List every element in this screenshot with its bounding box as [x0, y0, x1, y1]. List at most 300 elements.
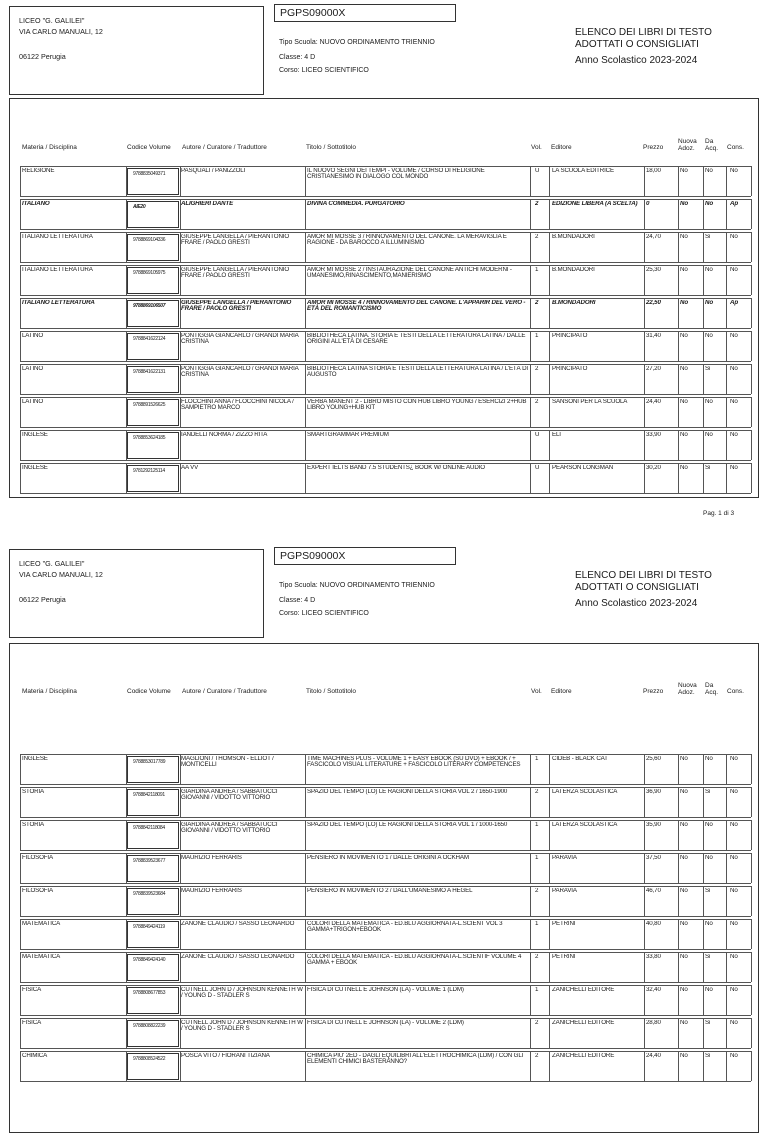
cell-nuova: No — [680, 987, 688, 993]
cell-nuova: No — [680, 267, 688, 273]
column-divider — [305, 430, 306, 460]
column-divider — [530, 1051, 531, 1081]
row-divider — [20, 754, 751, 755]
row-divider — [20, 820, 751, 821]
row-divider — [20, 493, 751, 494]
school-address: VIA CARLO MANUALI, 12 — [19, 570, 103, 579]
cell-prezzo: 46,70 — [646, 888, 661, 894]
column-divider — [751, 199, 752, 229]
column-divider — [703, 463, 704, 493]
column-divider — [678, 919, 679, 949]
column-divider — [726, 166, 727, 196]
column-divider — [549, 199, 550, 229]
column-divider — [703, 820, 704, 850]
cell-cons: No — [730, 267, 738, 273]
cell-editore: ZANICHELLI EDITORE — [552, 1020, 615, 1026]
row-divider — [20, 787, 751, 788]
cell-cons: No — [730, 888, 738, 894]
cell-editore: LATERZA SCOLASTICA — [552, 822, 618, 828]
school-city: 06122 Perugia — [19, 52, 66, 61]
row-divider — [20, 394, 751, 395]
column-divider — [549, 787, 550, 817]
cell-vol: 2 — [535, 234, 539, 240]
cell-acq: No — [705, 300, 713, 306]
cell-autore: ALIGHIERI DANTE — [181, 201, 234, 207]
column-divider — [726, 919, 727, 949]
cell-cons: No — [730, 1053, 738, 1059]
cell-vol: 1 — [535, 267, 539, 273]
cell-vol: 1 — [535, 987, 539, 993]
school-box — [9, 549, 264, 638]
cell-acq: No — [705, 822, 713, 828]
cell-codice: 9788853624185 — [127, 432, 179, 459]
cell-cons: No — [730, 168, 738, 174]
cell-acq: No — [705, 399, 713, 405]
cell-materia: CHIMICA — [22, 1053, 48, 1059]
column-divider — [644, 166, 645, 196]
column-divider — [644, 331, 645, 361]
cell-materia: STORIA — [22, 822, 45, 828]
column-divider — [305, 1018, 306, 1048]
cell-vol: 2 — [535, 1053, 539, 1059]
cell-codice: 9788808677853 — [127, 987, 179, 1014]
column-divider — [305, 265, 306, 295]
column-divider — [703, 787, 704, 817]
column-divider — [530, 754, 531, 784]
cell-codice: 9788842118084 — [127, 822, 179, 849]
cell-codice: 9788841622124 — [127, 333, 179, 360]
row-divider — [20, 853, 751, 854]
cell-cons: No — [730, 465, 738, 471]
column-divider — [726, 787, 727, 817]
column-divider — [20, 853, 21, 883]
column-divider — [678, 1051, 679, 1081]
cell-codice: 9788853017789 — [127, 756, 179, 783]
cell-editore: B.MONDADORI — [552, 267, 595, 273]
row-divider — [20, 166, 751, 167]
cell-nuova: No — [680, 1053, 688, 1059]
cell-vol: 2 — [535, 399, 539, 405]
column-divider — [751, 952, 752, 982]
column-divider — [305, 232, 306, 262]
row-divider — [20, 985, 751, 986]
column-divider — [751, 853, 752, 883]
cell-cons: No — [730, 789, 738, 795]
column-divider — [549, 265, 550, 295]
cell-vol: 1 — [535, 855, 539, 861]
cell-codice: 9788808822239 — [127, 1020, 179, 1047]
cell-nuova: No — [680, 465, 688, 471]
column-divider — [305, 754, 306, 784]
cell-nuova: No — [680, 756, 688, 762]
cell-acq: No — [705, 432, 713, 438]
cell-materia: INGLESE — [22, 465, 48, 471]
cell-editore: ZANICHELLI EDITORE — [552, 987, 615, 993]
column-divider — [726, 820, 727, 850]
column-divider — [305, 331, 306, 361]
row-divider — [20, 916, 751, 917]
column-divider — [726, 985, 727, 1015]
column-divider — [678, 199, 679, 229]
column-divider — [549, 919, 550, 949]
column-header-autore: Autore / Curatore / Traduttore — [182, 144, 267, 151]
cell-prezzo: 36,90 — [646, 789, 661, 795]
column-divider — [751, 166, 752, 196]
cell-acq: No — [705, 855, 713, 861]
cell-vol: 1 — [535, 756, 539, 762]
row-divider — [20, 886, 751, 887]
cell-prezzo: 25,60 — [646, 756, 661, 762]
cell-titolo: IL NUOVO SEGNI DEI TEMPI - VOLUME / CORSO DI RELIGIONE CRISTIANESIMO IN DIALOGO COL MONDO — [307, 168, 485, 181]
cell-materia: FISICA — [22, 1020, 42, 1026]
cell-prezzo: 33,80 — [646, 954, 661, 960]
cell-acq: Si — [705, 1020, 711, 1026]
column-divider — [530, 364, 531, 394]
column-header-acq: Da Acq. — [705, 682, 719, 696]
column-divider — [726, 1018, 727, 1048]
column-header-editore: Editore — [551, 688, 572, 695]
column-divider — [20, 952, 21, 982]
cell-titolo: AMOR MI MOSSE 4 / RINNOVAMENTO DEL CANONE. L'APPARIR DEL VERO - ETÀ DEL ROMANTICISMO — [307, 300, 526, 313]
column-divider — [305, 787, 306, 817]
column-header-nuova: Nuova Adoz. — [678, 682, 697, 696]
cell-vol: 2 — [535, 366, 539, 372]
column-divider — [20, 298, 21, 328]
column-divider — [305, 463, 306, 493]
cell-editore: SANSONI PER LA SCUOLA — [552, 399, 628, 405]
row-divider — [20, 1015, 751, 1016]
column-divider — [751, 919, 752, 949]
tipo-scuola: Tipo Scuola: NUOVO ORDINAMENTO TRIENNIO — [279, 582, 435, 589]
cell-nuova: No — [680, 855, 688, 861]
cell-prezzo: 24,70 — [646, 234, 661, 240]
column-divider — [20, 787, 21, 817]
cell-nuova: No — [680, 432, 688, 438]
row-divider — [20, 982, 751, 983]
row-divider — [20, 196, 751, 197]
cell-materia: INGLESE — [22, 432, 48, 438]
classe: Classe: 4 D — [279, 597, 316, 604]
cell-titolo: SMARTGRAMMAR PREMIUM — [307, 432, 389, 438]
column-divider — [726, 331, 727, 361]
row-divider — [20, 397, 751, 398]
cell-acq: Si — [705, 234, 711, 240]
row-divider — [20, 199, 751, 200]
column-divider — [20, 985, 21, 1015]
cell-codice: 9788841622131 — [127, 366, 179, 393]
column-divider — [549, 853, 550, 883]
row-divider — [20, 919, 751, 920]
column-divider — [751, 331, 752, 361]
cell-nuova: No — [680, 822, 688, 828]
column-divider — [678, 952, 679, 982]
column-divider — [549, 1018, 550, 1048]
cell-autore: PASQUALI / PANIZZOLI — [181, 168, 246, 174]
column-divider — [305, 985, 306, 1015]
column-divider — [751, 787, 752, 817]
column-divider — [678, 397, 679, 427]
row-divider — [20, 295, 751, 296]
column-divider — [703, 853, 704, 883]
cell-acq: No — [705, 756, 713, 762]
row-divider — [20, 361, 751, 362]
cell-titolo: PENSIERO IN MOVIMENTO 1 / DALLE ORIGINI A OCKHAM — [307, 855, 469, 861]
cell-vol: U — [535, 168, 540, 174]
cell-acq: Si — [705, 789, 711, 795]
cell-autore: PONTIGGIA GIANCARLO / GRANDI MARIA CRISTINA — [181, 366, 299, 379]
row-divider — [20, 364, 751, 365]
cell-vol: 2 — [535, 300, 539, 306]
cell-editore: PRINCIPATO — [552, 366, 588, 372]
column-divider — [644, 919, 645, 949]
column-divider — [751, 1051, 752, 1081]
column-divider — [530, 886, 531, 916]
row-divider — [20, 427, 751, 428]
column-divider — [726, 298, 727, 328]
cell-titolo: SPAZIO DEL TEMPO (LO) LE RAGIONI DELLA STORIA VOL 1 / 1000-1650 — [307, 822, 508, 828]
column-divider — [726, 232, 727, 262]
column-divider — [305, 298, 306, 328]
column-header-materia: Materia / Disciplina — [22, 144, 77, 151]
row-divider — [20, 850, 751, 851]
column-divider — [644, 463, 645, 493]
column-divider — [751, 298, 752, 328]
column-divider — [530, 463, 531, 493]
column-divider — [644, 265, 645, 295]
cell-cons: No — [730, 1020, 738, 1026]
cell-cons: Ap — [730, 201, 738, 207]
column-header-cons: Cons. — [727, 688, 744, 695]
cell-autore: GIUSEPPE LANGELLA / PIERANTONIO FRARE / PAOLO GRESTI — [181, 267, 290, 280]
column-divider — [305, 1051, 306, 1081]
cell-cons: No — [730, 432, 738, 438]
cell-titolo: FISICA DI CUTNELL E JOHNSON (LA) - VOLUME 1 (LDM) — [307, 987, 464, 993]
cell-autore: MAURIZIO FERRARIS — [181, 888, 242, 894]
column-divider — [678, 265, 679, 295]
column-header-vol: Vol. — [531, 144, 542, 151]
cell-codice: 9788849424140 — [127, 954, 179, 981]
cell-cons: No — [730, 921, 738, 927]
cell-codice: 9781292125114 — [127, 465, 179, 492]
cell-prezzo: 32,40 — [646, 987, 661, 993]
column-divider — [703, 430, 704, 460]
column-divider — [530, 430, 531, 460]
column-divider — [549, 232, 550, 262]
cell-autore: FLOCCHINI ANNA / FLOCCHINI NICOLA / SAMPIETRO MARCO — [181, 399, 294, 412]
cell-autore: IANDELLI NORMA / ZIZZO RITA — [181, 432, 268, 438]
column-header-vol: Vol. — [531, 688, 542, 695]
column-header-autore: Autore / Curatore / Traduttore — [182, 688, 267, 695]
cell-vol: 1 — [535, 333, 539, 339]
cell-codice: 9788808524522 — [127, 1053, 179, 1080]
tipo-scuola: Tipo Scuola: NUOVO ORDINAMENTO TRIENNIO — [279, 39, 435, 46]
row-divider — [20, 460, 751, 461]
cell-nuova: No — [680, 333, 688, 339]
column-divider — [751, 232, 752, 262]
cell-codice: 9788842118091 — [127, 789, 179, 816]
cell-titolo: AMOR MI MOSSE 3 / RINNOVAMENTO DEL CANONE. LA MERAVIGLIA E RAGIONE - DA BAROCCO A ILLUMINISMO — [307, 234, 507, 247]
school-year: Anno Scolastico 2023-2024 — [575, 55, 698, 66]
column-divider — [644, 820, 645, 850]
cell-nuova: No — [680, 789, 688, 795]
cell-autore: ZANONE CLAUDIO / SASSO LEONARDO — [181, 954, 295, 960]
column-divider — [703, 331, 704, 361]
column-divider — [530, 919, 531, 949]
cell-nuova: No — [680, 921, 688, 927]
column-divider — [678, 463, 679, 493]
school-city: 06122 Perugia — [19, 595, 66, 604]
row-divider — [20, 463, 751, 464]
column-divider — [20, 364, 21, 394]
column-divider — [678, 886, 679, 916]
column-header-titolo: Titolo / Sottotitolo — [306, 144, 356, 151]
cell-autore: GIARDINA ANDREA / SABBATUCCI GIOVANNI / VIDOTTO VITTORIO — [181, 789, 278, 802]
column-divider — [703, 919, 704, 949]
cell-materia: LATINO — [22, 333, 43, 339]
cell-editore: LATERZA SCOLASTICA — [552, 789, 618, 795]
school-name: LICEO "G. GALILEI" — [19, 559, 85, 568]
cell-codice: 9788891526625 — [127, 399, 179, 426]
cell-materia: ITALIANO LETTERATURA — [22, 267, 93, 273]
row-divider — [20, 1018, 751, 1019]
classe: Classe: 4 D — [279, 54, 316, 61]
cell-editore: PEARSON LONGMAN — [552, 465, 614, 471]
cell-acq: Si — [705, 954, 711, 960]
cell-vol: 2 — [535, 954, 539, 960]
column-divider — [703, 1018, 704, 1048]
column-divider — [726, 397, 727, 427]
column-divider — [703, 199, 704, 229]
column-divider — [678, 331, 679, 361]
cell-acq: Si — [705, 366, 711, 372]
column-divider — [549, 364, 550, 394]
row-divider — [20, 328, 751, 329]
column-divider — [726, 364, 727, 394]
column-header-titolo: Titolo / Sottotitolo — [306, 688, 356, 695]
cell-prezzo: 31,40 — [646, 333, 661, 339]
cell-autore: GIARDINA ANDREA / SABBATUCCI GIOVANNI / VIDOTTO VITTORIO — [181, 822, 278, 835]
column-divider — [751, 364, 752, 394]
column-divider — [20, 232, 21, 262]
cell-materia: LATINO — [22, 366, 43, 372]
cell-prezzo: 33,90 — [646, 432, 661, 438]
cell-cons: No — [730, 855, 738, 861]
cell-materia: ITALIANO — [22, 201, 50, 207]
books-table — [9, 643, 759, 1133]
column-divider — [530, 820, 531, 850]
cell-cons: No — [730, 399, 738, 405]
column-divider — [644, 364, 645, 394]
cell-acq: No — [705, 168, 713, 174]
cell-nuova: No — [680, 888, 688, 894]
column-divider — [530, 952, 531, 982]
column-divider — [644, 787, 645, 817]
row-divider — [20, 430, 751, 431]
cell-autore: GIUSEPPE LANGELLA / PIERANTONIO FRARE / PAOLO GRESTI — [181, 234, 290, 247]
cell-prezzo: 22,50 — [646, 300, 661, 306]
column-header-editore: Editore — [551, 144, 572, 151]
cell-titolo: COLORI DELLA MATEMATICA - ED.BLU AGGIORNATA-L.SCIENT VOL 3 GAMMA+TRIGON+EBOOK — [307, 921, 503, 934]
column-divider — [644, 952, 645, 982]
column-divider — [530, 331, 531, 361]
cell-codice: 9788869105975 — [127, 267, 179, 294]
column-divider — [726, 265, 727, 295]
column-divider — [703, 886, 704, 916]
column-divider — [726, 853, 727, 883]
cell-editore: PARAVIA — [552, 855, 577, 861]
column-divider — [678, 820, 679, 850]
cell-vol: 2 — [535, 1020, 539, 1026]
cell-prezzo: 25,30 — [646, 267, 661, 273]
column-divider — [549, 331, 550, 361]
column-divider — [530, 166, 531, 196]
column-divider — [703, 754, 704, 784]
row-divider — [20, 817, 751, 818]
row-divider — [20, 229, 751, 230]
column-divider — [751, 754, 752, 784]
school-code: PGPS09000X — [274, 4, 456, 22]
cell-autore: CUTNELL JOHN D / JOHNSON KENNETH W / YOUNG D - STADLER S — [181, 1020, 303, 1033]
cell-prezzo: 37,50 — [646, 855, 661, 861]
cell-autore: ZANONE CLAUDIO / SASSO LEONARDO — [181, 921, 295, 927]
cell-nuova: No — [680, 366, 688, 372]
cell-editore: PARAVIA — [552, 888, 577, 894]
cell-prezzo: 24,40 — [646, 1053, 661, 1059]
column-header-cons: Cons. — [727, 144, 744, 151]
cell-vol: 1 — [535, 921, 539, 927]
school-address: VIA CARLO MANUALI, 12 — [19, 27, 103, 36]
cell-vol: 2 — [535, 789, 539, 795]
column-divider — [751, 1018, 752, 1048]
column-divider — [644, 1051, 645, 1081]
column-divider — [20, 886, 21, 916]
cell-titolo: CHIMICA PIU' 2ED - DAGLI EQUILIBRI ALL'ELETTROCHIMICA (LDM) / CON GLI ELEMENTI CHIMICI BASTERANNO? — [307, 1053, 524, 1066]
column-divider — [549, 820, 550, 850]
cell-editore: CIDEB - BLACK CAT — [552, 756, 608, 762]
column-divider — [751, 430, 752, 460]
cell-codice: AIE20 — [127, 201, 179, 228]
column-divider — [530, 985, 531, 1015]
column-divider — [305, 364, 306, 394]
column-divider — [20, 199, 21, 229]
cell-codice: 9788869106507 — [127, 300, 179, 327]
column-divider — [726, 754, 727, 784]
cell-prezzo: 30,20 — [646, 465, 661, 471]
cell-titolo: BIBLIOTHECA LATINA STORIA E TESTI DELLA LETTERATURA LATINA / L'ETÀ DI AUGUSTO — [307, 366, 528, 379]
row-divider — [20, 1081, 751, 1082]
cell-materia: STORIA — [22, 789, 45, 795]
column-divider — [530, 298, 531, 328]
cell-editore: EDIZIONE LIBERA (A SCELTA) — [552, 201, 638, 207]
row-divider — [20, 232, 751, 233]
school-year: Anno Scolastico 2023-2024 — [575, 598, 698, 609]
cell-titolo: AMOR MI MOSSE 2 / INSTAURAZIONE DEL CANONE ANTICHI MODERNI - UMANESIMO,RINASCIMENTO,MANIERISMO — [307, 267, 512, 280]
column-divider — [678, 787, 679, 817]
column-divider — [305, 820, 306, 850]
column-header-prezzo: Prezzo — [643, 144, 664, 151]
column-divider — [726, 952, 727, 982]
cell-materia: MATEMATICA — [22, 921, 61, 927]
column-divider — [549, 298, 550, 328]
column-divider — [549, 166, 550, 196]
column-divider — [530, 1018, 531, 1048]
cell-vol: 1 — [535, 822, 539, 828]
cell-prezzo: 40,80 — [646, 921, 661, 927]
cell-vol: U — [535, 465, 540, 471]
cell-cons: No — [730, 987, 738, 993]
cell-autore: POSCA VITO / FIORANI TIZIANA — [181, 1053, 270, 1059]
cell-acq: Si — [705, 465, 711, 471]
